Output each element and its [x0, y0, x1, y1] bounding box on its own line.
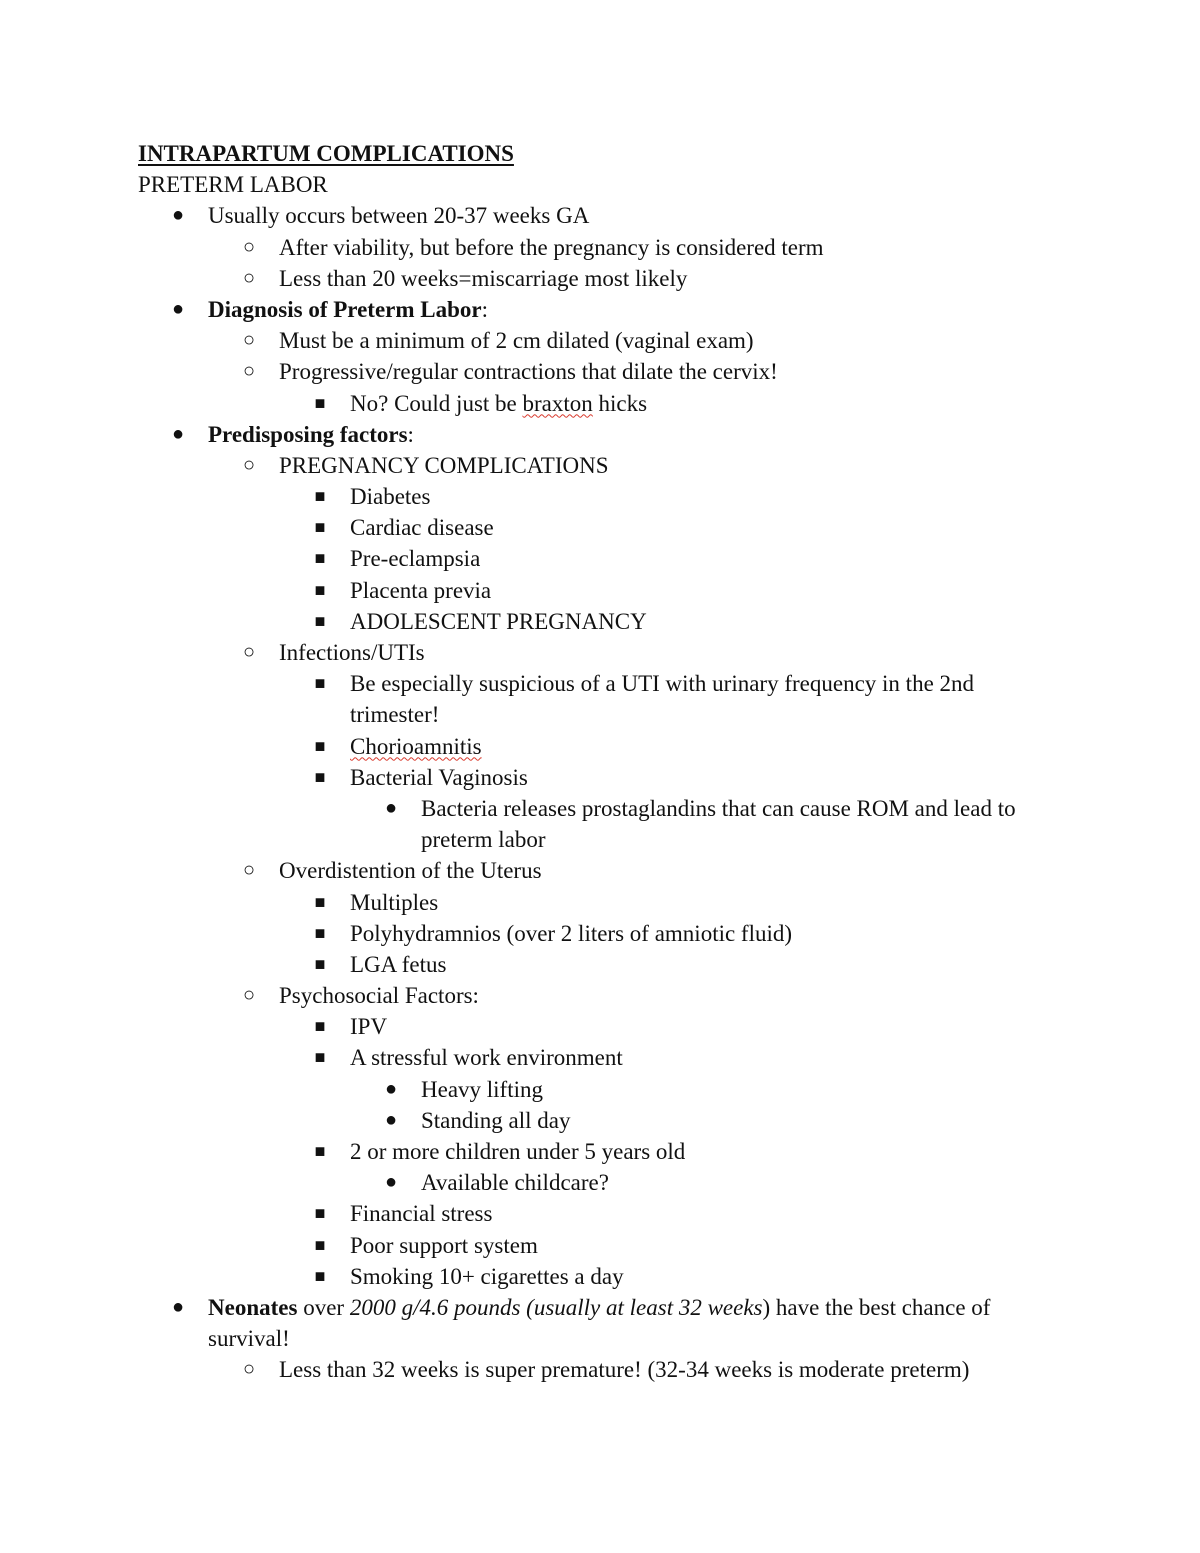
list-item-text: Heavy lifting [421, 1076, 543, 1102]
list-item-text: survival! [208, 1326, 290, 1352]
list-item [138, 606, 1058, 637]
list-item [138, 1042, 1058, 1073]
list-item-text: Available childcare? [421, 1170, 609, 1196]
list-item [138, 263, 1058, 294]
disc-bullet-icon: ● [384, 796, 398, 819]
list-item-continuation [138, 824, 1058, 855]
list-item [138, 575, 1058, 606]
square-bullet-icon: ■ [314, 953, 326, 974]
list-item [138, 388, 1058, 419]
list-item-text: over [297, 1294, 350, 1320]
list-item-text: preterm labor [421, 827, 546, 853]
list-item-text: Smoking 10+ cigarettes a day [350, 1263, 624, 1289]
list-item [138, 200, 1058, 231]
square-bullet-icon: ■ [314, 517, 326, 538]
list-item-text: ADOLESCENT PREGNANCY [350, 608, 647, 634]
disc-bullet-icon: ● [384, 1171, 398, 1194]
list-item [138, 1167, 1058, 1198]
square-bullet-icon: ■ [314, 1016, 326, 1037]
misspelled-word: Chorioamnitis [350, 733, 482, 759]
list-item-text: Bacteria releases prostaglandins that can cause ROM and lead to [421, 795, 1016, 821]
list-item [138, 1198, 1058, 1229]
square-bullet-icon: ■ [314, 1141, 326, 1161]
disc-bullet-icon: ● [384, 1077, 398, 1100]
list-item-text: Placenta previa [350, 577, 492, 603]
circle-bullet-icon: ○ [242, 453, 256, 476]
disc-bullet-icon: ● [171, 297, 185, 320]
list-item [138, 450, 1058, 481]
list-item-text: Diabetes [350, 484, 431, 510]
list-item [138, 1136, 1058, 1167]
list-item-text: Must be a minimum of 2 cm dilated (vaginal exam) [279, 328, 754, 354]
list-item [138, 1105, 1058, 1136]
list-item-text: LGA fetus [350, 951, 447, 977]
list-item [138, 1292, 1058, 1323]
list-item [138, 918, 1058, 949]
list-item [138, 855, 1058, 886]
list-item [138, 419, 1058, 450]
square-bullet-icon: ■ [314, 891, 326, 912]
predisposing-label: Predisposing factors [208, 421, 408, 447]
list-item [138, 637, 1058, 668]
list-item-text: Be especially suspicious of a UTI with urinary frequency in the 2nd [350, 671, 975, 697]
list-item-text: Less than 20 weeks=miscarriage most likely [279, 265, 688, 291]
list-item-text: 2 or more children under 5 years old [350, 1139, 686, 1164]
square-bullet-icon: ■ [314, 1265, 326, 1286]
square-bullet-icon: ■ [314, 610, 326, 631]
list-item [138, 512, 1058, 543]
square-bullet-icon: ■ [314, 766, 326, 787]
list-item-text: Less than 32 weeks is super premature! (32-34 weeks is moderate preterm) [279, 1357, 970, 1383]
circle-bullet-icon: ○ [242, 235, 256, 258]
list-item-text: Infections/UTIs [279, 640, 425, 665]
list-item-text: Polyhydramnios (over 2 liters of amniotic fluid) [350, 920, 793, 946]
list-item-text: Bacterial Vaginosis [350, 764, 528, 790]
neonates-weight-text: 2000 g/4.6 pounds (usually at least 32 weeks [349, 1294, 763, 1320]
list-item-text: A stressful work environment [350, 1045, 623, 1071]
list-item [138, 1230, 1058, 1261]
disc-bullet-icon: ● [384, 1108, 398, 1131]
list-item-text: Overdistention of the Uterus [279, 858, 542, 884]
square-bullet-icon: ■ [314, 579, 326, 600]
list-item [138, 980, 1058, 1011]
list-item-text: Cardiac disease [350, 515, 494, 541]
list-item-text: Progressive/regular contractions that dilate the cervix! [279, 359, 778, 385]
list-item-continuation [138, 699, 1058, 730]
list-item-text: IPV [350, 1014, 388, 1040]
square-bullet-icon: ■ [314, 735, 326, 756]
list-item-text: After viability, but before the pregnancy is considered term [279, 234, 824, 260]
square-bullet-icon: ■ [314, 1234, 326, 1255]
list-item [138, 543, 1058, 574]
list-item [138, 325, 1058, 356]
list-item-text: Psychosocial Factors: [279, 983, 479, 1009]
section-heading: PRETERM LABOR [138, 172, 328, 198]
list-item [138, 1261, 1058, 1292]
list-item [138, 949, 1058, 980]
neonates-label: Neonates [208, 1294, 298, 1320]
list-item [138, 887, 1058, 918]
list-item [138, 731, 1058, 762]
circle-bullet-icon: ○ [242, 859, 256, 882]
list-item [138, 1354, 1058, 1385]
list-item-text: Usually occurs between 20-37 weeks GA [208, 203, 590, 229]
list-item [138, 668, 1058, 699]
list-item-text: Financial stress [350, 1201, 493, 1227]
circle-bullet-icon: ○ [242, 641, 256, 663]
list-item-continuation [138, 1323, 1058, 1354]
list-item-text: ) have the best chance of [762, 1294, 991, 1320]
list-item-text: Poor support system [350, 1232, 538, 1258]
circle-bullet-icon: ○ [242, 329, 256, 352]
square-bullet-icon: ■ [314, 1047, 326, 1068]
circle-bullet-icon: ○ [242, 266, 256, 289]
list-item [138, 1074, 1058, 1105]
square-bullet-icon: ■ [314, 922, 326, 943]
circle-bullet-icon: ○ [242, 984, 256, 1007]
predisposing-colon: : [407, 421, 414, 447]
list-item-text: Pre-eclampsia [350, 546, 481, 572]
diagnosis-colon: : [481, 296, 489, 322]
disc-bullet-icon: ● [171, 422, 185, 445]
square-bullet-icon: ■ [314, 1203, 326, 1224]
list-item-text: Multiples [350, 889, 439, 915]
disc-bullet-icon: ● [171, 1295, 185, 1318]
list-item [138, 762, 1058, 793]
square-bullet-icon: ■ [314, 486, 326, 507]
square-bullet-icon: ■ [314, 392, 326, 413]
list-item-text: trimester! [350, 702, 440, 728]
list-item [138, 232, 1058, 263]
list-item [138, 294, 1058, 325]
document-page [138, 138, 1058, 1386]
square-bullet-icon: ■ [314, 673, 326, 694]
circle-bullet-icon: ○ [242, 1358, 256, 1381]
document-title: INTRAPARTUM COMPLICATIONS [138, 141, 514, 166]
list-item-text: No? Could just be [350, 390, 523, 416]
list-item-text: PREGNANCY COMPLICATIONS [279, 452, 609, 478]
circle-bullet-icon: ○ [242, 360, 256, 383]
list-item [138, 356, 1058, 387]
list-item [138, 1011, 1058, 1042]
list-item [138, 481, 1058, 512]
misspelled-word: braxton [522, 390, 593, 416]
list-item [138, 793, 1058, 824]
list-item-text: Standing all day [421, 1107, 571, 1133]
diagnosis-label: Diagnosis of Preterm Labor [208, 296, 482, 322]
disc-bullet-icon: ● [171, 204, 185, 227]
square-bullet-icon: ■ [314, 548, 326, 569]
list-item-text: hicks [592, 390, 648, 416]
